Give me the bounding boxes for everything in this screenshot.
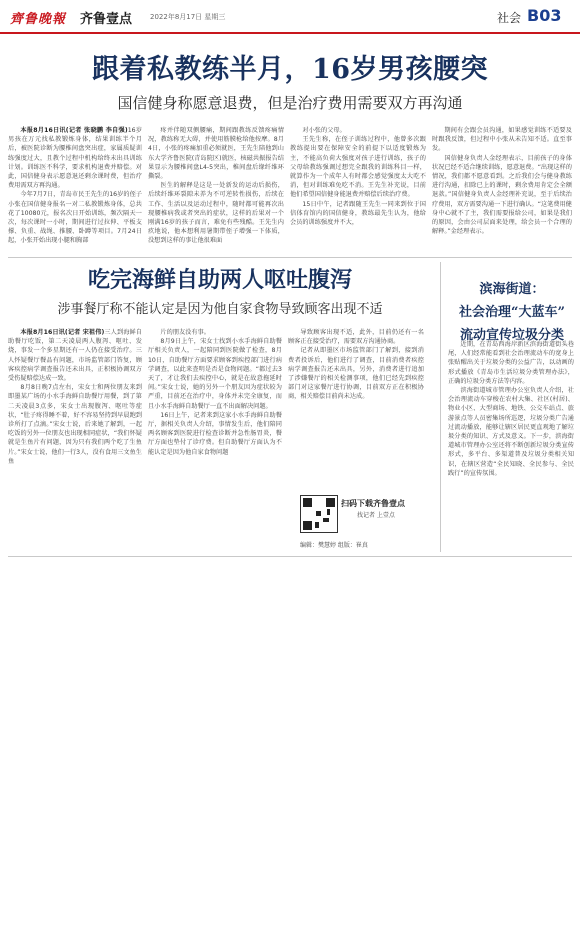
article2-paragraph: 8月8日晚7点左右，宋女士和两位朋友来到即墨某广场的小水手海鲜自助餐厅用餐，到了第二天凌晨3点多，宋女士出现腹泻、呕吐等症状，“肚子疼得睡不着，好不容易坚持到早晨跑到诊所打了点滴。”宋女士说，后来她了解到，一起吃饭的另外一位朋友也出现相同症状，“我们怀疑就是生鱼片有问题，因为只有我们两个吃了生鱼片。”宋女士说，他们一行3人，没有食用三文鱼生鱼 [8, 384, 142, 465]
brand-logo: 齐鲁壹点 [80, 12, 133, 27]
editor-credits: 编辑：樊慧婷 组版：崔真 [300, 542, 368, 549]
qr-subcaption: 找记者 上壹点 [357, 512, 395, 519]
article1-paragraph: 医生的解释是这是一处新发的运动后损伤，后续纤维环裂隙未养为不可逆转性损伤，后续在工作、生活以及运动过程中，随时都可能再次出现腰椎病我或者突出的症状，这样的后果对一个刚满16岁的孩子而言，难免有些残酷。王先生内疚地说，他本想利用暑期带侄子增强一下体质，没想到这样的事让他很难面 [148, 182, 284, 245]
section-divider [8, 257, 572, 258]
article1-paragraph: 王先生称，在侄子训练过程中，他曾多次跟教练提出要在保障安全的前提下以适度锻炼为主，不能高负荷大强度对孩子进行训练，孩子的父母给教练强调过想完全跟我的训练科目一样，就算作为一个成年人有时都会感觉强度太大吃不消，但对训练难免吃不消。王先生补充说，目前他们希望国信健身能退费并赔偿后续治疗费。 [290, 136, 426, 199]
sidebar-paragraph: 滨海街道城市管理办公室负责人介绍，社会治理流动车穿梭在农村大集、社区(村居)、物业小区、大型商场、地铁、公交车站点、旅游景点等人员密集场所巡逻，垃圾分类广告通过流动播放，能够让辖区居民更直观地了解垃圾分类的知识、方式及意义。下一步，滨海街道城市管理办公室还将不断创新垃圾分类宣传形式，多平台、多渠道普及垃圾分类相关知识，在辖区营造“全民知晓、全民参与、全民践行”的宣传氛围。 [448, 387, 574, 477]
article2-paragraph: 8月9日上午，宋女士找到小水手海鲜自助餐厅相关负责人，一起陪同到医院做了检查，8月10日，自助餐厅方面要求顾客到疾控部门进行病学调查，以此来查明是否是食物问题。“都过去3天了，才让我们去疾控中心，就是在故意拖延时间。”宋女士说，她的另外一个朋友因为症状较为严重，目前还在治疗中，身体并未完全康复，而且小水手海鲜自助餐厅一直不出面解决问题。 [148, 338, 282, 410]
article2-headline: 吃完海鲜自助两人呕吐腹泻 [87, 267, 352, 293]
article2-byline: 本报8月16日讯(记者 宋祖伟) [20, 329, 105, 336]
sidebar-title-3: 流动宣传垃圾分类 [459, 328, 564, 343]
article2-column-1 [8, 328, 142, 465]
article2-paragraph: 片的朋友没有事。 [160, 329, 210, 336]
article2-paragraph: 16日上午，记者来到这家小水手海鲜自助餐厅，据相关负责人介绍，事情发生后，他们陪同两名顾客到医院进行检查诊断并急性肠胃炎，餐厅方面也垫付了诊疗费。但自助餐厅方面认为不能认定是因为他自家食物问题 [148, 411, 282, 456]
article2-paragraph: 导致顾客出现不适，此外，目前仍还有一名顾客正在接受治疗，需要双方沟通协商。 [288, 329, 424, 346]
sidebar-title-1: 滨海街道： [479, 282, 545, 297]
qr-caption: 扫码下载齐鲁壹点 [341, 499, 405, 508]
sidebar-paragraph: 近期，在青岛西海岸新区滨海街道街头巷尾，人们经常能看到社会治理流动车的宽身上张贴醒出关于垃圾分类的公益广告，以动画的形式播放《青岛市生活垃圾分类管理办法》，正确的垃圾分类方法等内容。 [448, 341, 574, 385]
bottom-rule [8, 556, 572, 557]
sidebar-title-2: 社会治理“大蓝车” [459, 305, 565, 320]
article2-intro: 三人到海鲜自助餐厅吃饭，第二天凌晨两人腹泻、呕吐、发烧，事发一个多星期还有一人仍在接受治疗。三人怀疑餐厅餐品有问题，市场监管部门答复，顾客疾控病学调查报告还未出具，正积极协调双方受伤疑赔偿达成一致。 [8, 329, 142, 383]
article1-intro: 16岁男孩在万元找私教锻炼身体，结果训练半个月后，被医院诊断为腰椎间盘突出症，家属质疑训练强度过大，且教个过程中机构给终未出具训练计划。训练医不科学，要求机构退费并赔偿。对此，国信健身表示愿意退还剩余课时费，但治疗费用需双方再沟通。 [8, 127, 143, 190]
article2-subhead: 涉事餐厅称不能认定是因为他自家食物导致顾客出现不适 [57, 302, 383, 317]
article1-paragraph: 今年7月7日，青岛市民王先生的16岁的侄子小张在国信健身报名一对二私教锻炼身体，总共花了10080元，报名次日开始训练，频次隔天一次，每次课时一小时，期间进行过拉伸、平板支撑、负重、战绳、推腰、卧蹲等项目。7月24日起，小张开始出现小腿和胸部 [8, 191, 142, 245]
sidebar-body [448, 340, 574, 550]
article1-paragraph: 期间有会跟会员沟通，如果感觉训练不适要及时跟我反馈，但过程中小张从未告知不适。直至事发。 [432, 127, 572, 153]
sidebar-headline [447, 278, 577, 343]
issue-date: 2022年8月17日 星期三 [150, 13, 226, 21]
article2-paragraph: 记者从即墨区市场监管部门了解到，接到消费者投诉后，他们进行了调查，目前消费者疾控病学调查报告还未出具，另外，消费者进行追加了涉嫌餐厅的相关检测事项，他们已经先到疾控部门对这家餐厅进行协调，目前双方正在积极协商，相关赔偿目前尚未达成。 [288, 347, 424, 401]
article1-paragraph: 对小张的父母。 [302, 127, 346, 134]
masthead [0, 0, 580, 36]
article1-subhead: 国信健身称愿意退费，但是治疗费用需要双方再沟通 [117, 94, 463, 112]
article1-headline: 跟着私教练半月，16岁男孩腰突 [91, 54, 489, 85]
article1-paragraph: 15日中午，记者跟随王先生一同来到位于国信体育馆内的国信健身，教练最先生认为，他给会员的训练强度并不大， [290, 200, 426, 227]
article1-column-2 [148, 126, 284, 256]
sidebar-divider [440, 262, 441, 552]
article1-column-3 [290, 126, 426, 256]
article1-paragraph: 疼并伴随双侧腰痛，期间跟教练反馈疼痛情况，教练称无大碍，并使用筋膜枪给他按摩。8月4日，小张的疼痛加重必须就医，王先生陪他到山东大学齐鲁医院(青岛院区)就医，核磁共振报告结果显示为腰椎间盘L4-5突出，椎间盘后缘纤维环撕裂。 [148, 127, 284, 181]
masthead-rule [0, 32, 580, 34]
article1-byline: 本报8月16日讯(记者 张晓鹏 李自强) [20, 127, 128, 134]
page-number: B03 [527, 6, 562, 25]
newspaper-logo: 齊鲁晚報 [10, 12, 67, 27]
section-name: 社会 [497, 11, 522, 25]
article1-paragraph: 国信健身负责人金经理表示，目前孩子的身体状况已经不适合继续训练，愿意退费。“出现这样的情况，我们都不愿意看到。之后我们会与健身教练进行沟通，扣除已上的课时，剩余费用肯定会全额退款。”国信健身负责人金经理补充说，至于后续治疗费用，双方需要沟通一下进行确认。“这笔费用健身中心就不了主，我们需要报给公司，如果是我们的原因，会由公司层面来处理，给会员一个合理的解释。”金经理表示。 [432, 154, 572, 236]
article1-column-4 [432, 126, 572, 256]
article2-column-3 [288, 328, 424, 488]
article2-column-2 [148, 328, 282, 454]
qr-code[interactable] [300, 495, 338, 533]
article1-column-1 [8, 126, 142, 256]
